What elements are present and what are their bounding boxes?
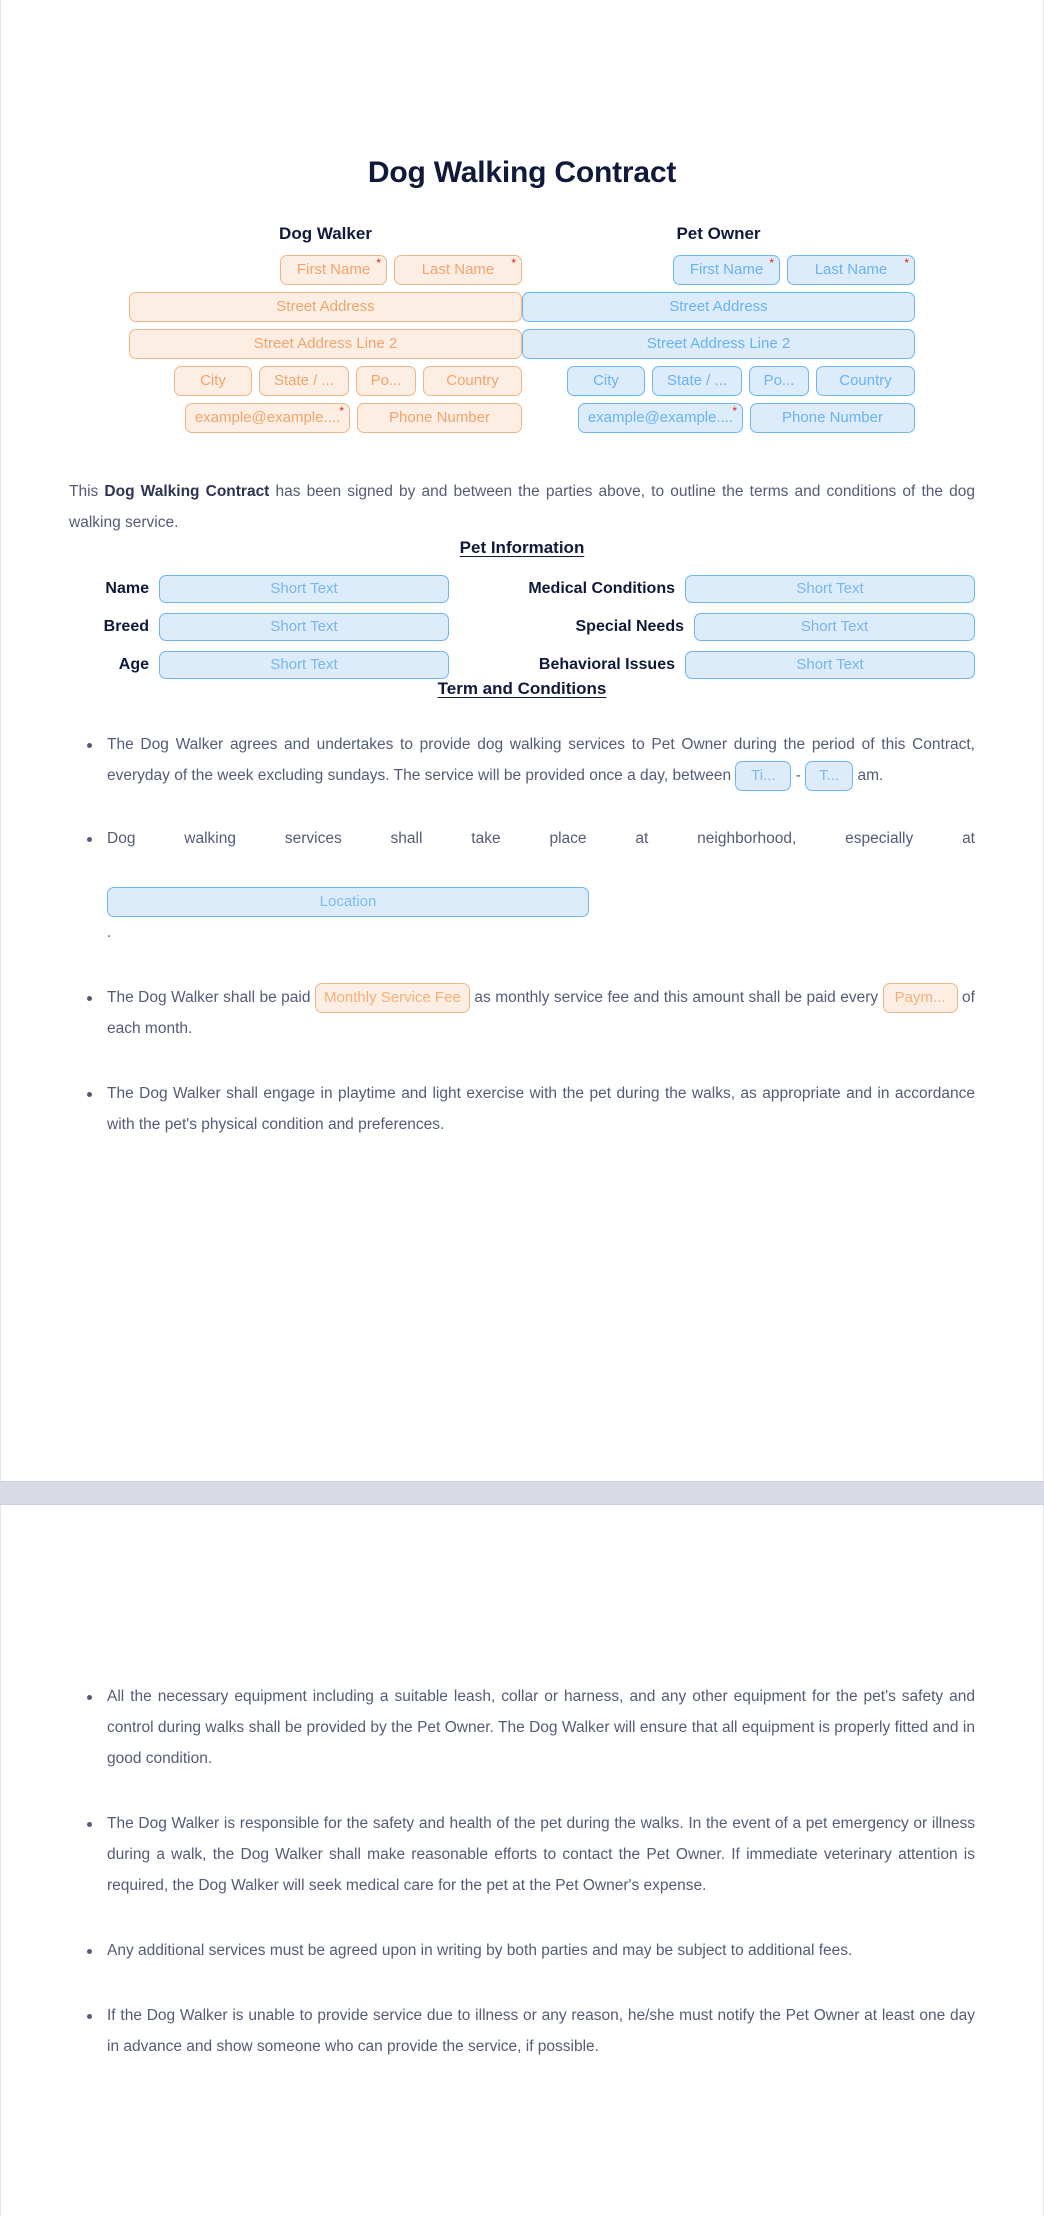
dog-walker-first-name-input[interactable] bbox=[280, 255, 387, 285]
required-asterisk-icon: * bbox=[511, 256, 516, 270]
pet-owner-name-row bbox=[522, 255, 915, 285]
term-item-7: Any additional services must be agreed upon in writing by both parties and may be subject to additional fees. bbox=[69, 1935, 975, 1966]
dog-walker-email-placeholder: example@example.... bbox=[194, 409, 341, 426]
dog-walker-state-input[interactable]: State / ... bbox=[259, 366, 349, 396]
dog-walker-street-row bbox=[129, 292, 522, 322]
pet-breed-label: Breed bbox=[103, 618, 149, 635]
dog-walker-last-name-placeholder: Last Name bbox=[421, 261, 495, 278]
term-3-text-part-1: The Dog Walker shall be paid bbox=[107, 989, 315, 1006]
dog-walker-locale-row bbox=[129, 366, 522, 396]
term-2-text-part-2: . bbox=[107, 924, 112, 941]
pet-row-behavioral-issues bbox=[475, 651, 975, 679]
walk-location-input[interactable]: Location bbox=[107, 887, 589, 917]
required-asterisk-icon: * bbox=[769, 256, 774, 270]
pet-owner-street-address-2-input[interactable]: Street Address Line 2 bbox=[522, 329, 915, 359]
pet-owner-country-input[interactable]: Country bbox=[816, 366, 915, 396]
pet-owner-last-name-input[interactable] bbox=[787, 255, 915, 285]
term-item-6: The Dog Walker is responsible for the safety and health of the pet during the walks. In the event of a pet emergency or illness during a walk, the Dog Walker shall make reasonable efforts to contact the Pet Owner. If immediate veterinary attention is required, the Dog Walker will seek medical care for the pet at the Pet Owner's expense. bbox=[69, 1808, 975, 1901]
payment-day-input[interactable]: Paym... bbox=[883, 983, 958, 1013]
pet-breed-input[interactable]: Short Text bbox=[159, 613, 449, 641]
pet-medical-conditions-input[interactable]: Short Text bbox=[685, 575, 975, 603]
pet-row-breed bbox=[69, 613, 449, 641]
pet-special-needs-label: Special Needs bbox=[575, 618, 684, 635]
terms-list-page-1 bbox=[69, 729, 975, 1140]
pet-owner-last-name-placeholder: Last Name bbox=[814, 261, 888, 278]
required-asterisk-icon: * bbox=[376, 256, 381, 270]
dog-walker-postal-code-input[interactable]: Po... bbox=[356, 366, 416, 396]
dog-walker-contact-row bbox=[129, 403, 522, 433]
pet-information-left-column bbox=[69, 575, 449, 679]
term-item-4: The Dog Walker shall engage in playtime and light exercise with the pet during the walks, as appropriate and in accordance with the pet's physical condition and preferences. bbox=[69, 1078, 975, 1140]
intro-text-before: This bbox=[69, 483, 105, 500]
pet-row-special-needs bbox=[475, 613, 975, 641]
pet-medical-conditions-label: Medical Conditions bbox=[528, 580, 675, 597]
pet-age-label: Age bbox=[118, 656, 149, 673]
walk-start-time-input[interactable]: Ti... bbox=[735, 761, 791, 791]
term-item-1 bbox=[69, 729, 975, 791]
pet-owner-street-address-input[interactable]: Street Address bbox=[522, 292, 915, 322]
required-asterisk-icon: * bbox=[339, 404, 344, 418]
pet-owner-email-placeholder: example@example.... bbox=[587, 409, 734, 426]
dog-walker-street-address-input[interactable]: Street Address bbox=[129, 292, 522, 322]
dog-walker-heading: Dog Walker bbox=[279, 224, 372, 243]
pet-behavioral-issues-input[interactable]: Short Text bbox=[685, 651, 975, 679]
intro-text-after: has been signed by and between the parties above, to outline the terms and conditions of the dog walking service. bbox=[69, 483, 976, 531]
required-asterisk-icon: * bbox=[732, 404, 737, 418]
term-item-5: All the necessary equipment including a suitable leash, collar or harness, and any other equipment for the pet's safety and control during walks shall be provided by the Pet Owner. The Dog Walker will ensure that all equipment is properly fitted and in good condition. bbox=[69, 1681, 975, 1774]
dog-walker-country-input[interactable]: Country bbox=[423, 366, 522, 396]
walk-end-time-input[interactable]: T... bbox=[805, 761, 853, 791]
dog-walker-city-input[interactable]: City bbox=[174, 366, 252, 396]
dog-walker-name-row bbox=[129, 255, 522, 285]
pet-name-input[interactable]: Short Text bbox=[159, 575, 449, 603]
terms-list-page-2 bbox=[69, 1681, 975, 2062]
term-1-text-part-1: The Dog Walker agrees and undertakes to provide dog walking services to Pet Owner during the period of this Contract, everyday of the week excluding sundays. The service will be provided once a day, between bbox=[107, 736, 975, 784]
pet-owner-block bbox=[522, 224, 915, 440]
pet-special-needs-input[interactable]: Short Text bbox=[694, 613, 975, 641]
required-asterisk-icon: * bbox=[904, 256, 909, 270]
pet-row-medical-conditions bbox=[475, 575, 975, 603]
pet-row-name bbox=[69, 575, 449, 603]
dog-walker-street-address-2-input[interactable]: Street Address Line 2 bbox=[129, 329, 522, 359]
dog-walker-phone-input[interactable]: Phone Number bbox=[357, 403, 522, 433]
pet-behavioral-issues-label: Behavioral Issues bbox=[538, 656, 675, 673]
pet-owner-street2-row bbox=[522, 329, 915, 359]
page-title: Dog Walking Contract bbox=[367, 156, 677, 189]
pet-owner-street-row bbox=[522, 292, 915, 322]
intro-contract-name: Dog Walking Contract bbox=[104, 483, 270, 500]
intro-paragraph bbox=[69, 476, 975, 538]
pet-name-label: Name bbox=[105, 580, 149, 597]
term-2-text-part-1: Dog walking services shall take place at neighborhood, especially at bbox=[107, 830, 975, 847]
pet-age-input[interactable]: Short Text bbox=[159, 651, 449, 679]
pet-information-heading: Pet Information bbox=[459, 538, 585, 557]
pet-information-right-column bbox=[475, 575, 975, 679]
pet-owner-heading: Pet Owner bbox=[676, 224, 761, 243]
term-item-8: If the Dog Walker is unable to provide service due to illness or any reason, he/she must notify the Pet Owner at least one day in advance and show someone who can provide the service, if possible. bbox=[69, 2000, 975, 2062]
pet-owner-first-name-input[interactable] bbox=[673, 255, 780, 285]
term-item-2 bbox=[69, 823, 975, 948]
monthly-service-fee-input[interactable]: Monthly Service Fee bbox=[315, 983, 470, 1013]
term-1-text-part-2: am. bbox=[853, 767, 884, 784]
pet-owner-contact-row bbox=[522, 403, 915, 433]
terms-and-conditions-heading: Term and Conditions bbox=[437, 679, 607, 698]
pet-owner-first-name-placeholder: First Name bbox=[689, 261, 764, 278]
term-3-text-part-3: of each month. bbox=[107, 989, 975, 1037]
pet-owner-state-input[interactable]: State / ... bbox=[652, 366, 742, 396]
pet-owner-postal-code-input[interactable]: Po... bbox=[749, 366, 809, 396]
pet-row-age bbox=[69, 651, 449, 679]
pet-owner-phone-input[interactable]: Phone Number bbox=[750, 403, 915, 433]
dog-walker-first-name-placeholder: First Name bbox=[296, 261, 371, 278]
document-page-2 bbox=[0, 1505, 1044, 2216]
dog-walker-street2-row bbox=[129, 329, 522, 359]
term-3-text-part-2: as monthly service fee and this amount shall be paid every bbox=[469, 989, 883, 1006]
parties-section bbox=[69, 224, 975, 440]
term-item-3 bbox=[69, 982, 975, 1044]
term-1-separator: - bbox=[791, 767, 806, 784]
dog-walker-last-name-input[interactable] bbox=[394, 255, 522, 285]
dog-walker-email-input[interactable] bbox=[185, 403, 350, 433]
pet-owner-email-input[interactable] bbox=[578, 403, 743, 433]
pet-owner-city-input[interactable]: City bbox=[567, 366, 645, 396]
pet-information-grid bbox=[69, 575, 975, 679]
page-break-separator bbox=[0, 1481, 1044, 1505]
dog-walker-block bbox=[129, 224, 522, 440]
pet-owner-locale-row bbox=[522, 366, 915, 396]
